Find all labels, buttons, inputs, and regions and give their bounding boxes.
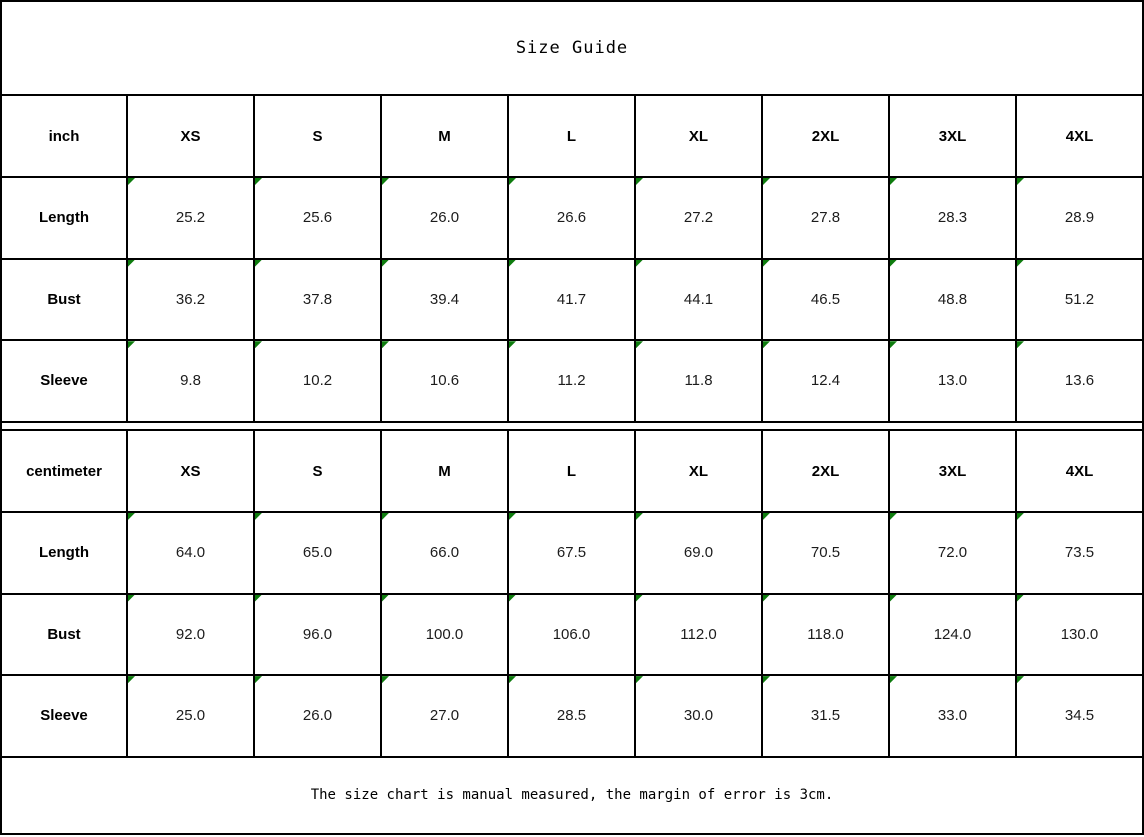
- cell-value: 33.0: [937, 707, 968, 725]
- value-cell: [1016, 512, 1143, 594]
- row-label-length: Length: [1, 512, 127, 594]
- cell-value: 28.9: [1064, 209, 1095, 227]
- value-cell: [635, 259, 762, 341]
- cell-corner-indicator-icon: [128, 595, 135, 602]
- cell-corner-indicator-icon: [509, 341, 516, 348]
- cell-value: 64.0: [175, 544, 206, 562]
- value-cell: [1016, 675, 1143, 757]
- size-header-3xl: 3XL: [889, 95, 1016, 177]
- cell-value: 36.2: [175, 290, 206, 308]
- cell-corner-indicator-icon: [636, 341, 643, 348]
- size-header-xl: XL: [635, 95, 762, 177]
- value-cell: [762, 177, 889, 259]
- cell-value: 26.0: [302, 707, 333, 725]
- cell-value: 44.1: [683, 290, 714, 308]
- value-cell: [254, 594, 381, 676]
- cell-value: 10.6: [429, 372, 460, 390]
- footer-row: [1, 757, 1143, 834]
- spacer-row: [1, 422, 1143, 431]
- cell-value: 67.5: [556, 544, 587, 562]
- cell-value: 130.0: [1060, 625, 1099, 643]
- value-cell: [1016, 259, 1143, 341]
- value-cell: [508, 177, 635, 259]
- cell-value: 70.5: [810, 544, 841, 562]
- cell-corner-indicator-icon: [128, 341, 135, 348]
- value-cell: [1016, 177, 1143, 259]
- cell-value: 92.0: [175, 625, 206, 643]
- value-cell: [762, 675, 889, 757]
- cell-corner-indicator-icon: [1017, 595, 1024, 602]
- cell-corner-indicator-icon: [636, 513, 643, 520]
- cell-corner-indicator-icon: [128, 260, 135, 267]
- cell-corner-indicator-icon: [255, 513, 262, 520]
- cell-corner-indicator-icon: [890, 595, 897, 602]
- value-cell: [762, 512, 889, 594]
- cell-value: 124.0: [933, 625, 972, 643]
- size-header-3xl: 3XL: [889, 430, 1016, 512]
- cell-value: 25.2: [175, 209, 206, 227]
- footer-note: The size chart is manual measured, the margin of error is 3cm.: [1, 757, 1143, 834]
- cell-corner-indicator-icon: [255, 341, 262, 348]
- value-cell: [508, 675, 635, 757]
- cell-corner-indicator-icon: [636, 260, 643, 267]
- cell-value: 46.5: [810, 290, 841, 308]
- cell-corner-indicator-icon: [763, 178, 770, 185]
- cell-value: 26.6: [556, 209, 587, 227]
- cell-corner-indicator-icon: [255, 260, 262, 267]
- cell-corner-indicator-icon: [636, 178, 643, 185]
- value-cell: [1016, 340, 1143, 422]
- cell-corner-indicator-icon: [382, 676, 389, 683]
- size-header-2xl: 2XL: [762, 430, 889, 512]
- size-header-s: S: [254, 95, 381, 177]
- size-header-4xl: 4XL: [1016, 430, 1143, 512]
- cell-corner-indicator-icon: [763, 513, 770, 520]
- value-cell: [508, 512, 635, 594]
- cell-corner-indicator-icon: [763, 260, 770, 267]
- cell-value: 118.0: [807, 625, 844, 643]
- row-label-bust: Bust: [1, 594, 127, 676]
- size-header-l: L: [508, 95, 635, 177]
- cell-value: 41.7: [556, 290, 587, 308]
- cell-value: 13.0: [937, 372, 968, 390]
- cell-value: 13.6: [1064, 372, 1095, 390]
- cell-value: 26.0: [429, 209, 460, 227]
- row-label-sleeve: Sleeve: [1, 675, 127, 757]
- value-cell: [889, 177, 1016, 259]
- cell-value: 11.2: [557, 372, 586, 390]
- spacer-cell: [1, 422, 1143, 431]
- cell-value: 12.4: [810, 372, 841, 390]
- cell-corner-indicator-icon: [890, 178, 897, 185]
- value-cell: [381, 675, 508, 757]
- size-header-xl: XL: [635, 430, 762, 512]
- cell-value: 10.2: [302, 372, 333, 390]
- value-cell: [381, 177, 508, 259]
- cell-value: 66.0: [429, 544, 460, 562]
- cell-corner-indicator-icon: [509, 676, 516, 683]
- header-row-centimeter: [1, 430, 1143, 512]
- size-header-s: S: [254, 430, 381, 512]
- cell-corner-indicator-icon: [1017, 178, 1024, 185]
- cell-value: 9.8: [180, 372, 201, 390]
- table-row-cm-length: [1, 512, 1143, 594]
- cell-corner-indicator-icon: [763, 341, 770, 348]
- value-cell: [889, 512, 1016, 594]
- cell-corner-indicator-icon: [382, 341, 389, 348]
- cell-corner-indicator-icon: [509, 595, 516, 602]
- size-header-m: M: [381, 95, 508, 177]
- cell-value: 73.5: [1064, 544, 1095, 562]
- cell-value: 25.0: [175, 707, 206, 725]
- row-label-sleeve: Sleeve: [1, 340, 127, 422]
- value-cell: [635, 512, 762, 594]
- cell-corner-indicator-icon: [128, 513, 135, 520]
- value-cell: [889, 340, 1016, 422]
- value-cell: [127, 177, 254, 259]
- value-cell: [889, 675, 1016, 757]
- cell-value: 27.8: [810, 209, 841, 227]
- page-title: Size Guide: [1, 1, 1143, 95]
- value-cell: [1016, 594, 1143, 676]
- value-cell: [254, 259, 381, 341]
- unit-label-inch: inch: [1, 95, 127, 177]
- size-header-l: L: [508, 430, 635, 512]
- cell-value: 28.5: [556, 707, 587, 725]
- size-header-xs: XS: [127, 430, 254, 512]
- value-cell: [889, 594, 1016, 676]
- cell-corner-indicator-icon: [509, 513, 516, 520]
- cell-corner-indicator-icon: [890, 260, 897, 267]
- cell-value: 65.0: [302, 544, 333, 562]
- cell-corner-indicator-icon: [763, 595, 770, 602]
- cell-corner-indicator-icon: [763, 676, 770, 683]
- cell-value: 96.0: [302, 625, 333, 643]
- cell-corner-indicator-icon: [128, 676, 135, 683]
- value-cell: [889, 259, 1016, 341]
- value-cell: [508, 340, 635, 422]
- cell-value: 30.0: [683, 707, 714, 725]
- cell-value: 28.3: [937, 209, 968, 227]
- cell-corner-indicator-icon: [382, 595, 389, 602]
- cell-corner-indicator-icon: [1017, 676, 1024, 683]
- cell-value: 48.8: [937, 290, 968, 308]
- cell-corner-indicator-icon: [1017, 260, 1024, 267]
- cell-value: 69.0: [683, 544, 714, 562]
- cell-corner-indicator-icon: [636, 676, 643, 683]
- value-cell: [127, 340, 254, 422]
- table-row-inch-length: [1, 177, 1143, 259]
- cell-value: 11.8: [684, 372, 713, 390]
- size-header-xs: XS: [127, 95, 254, 177]
- value-cell: [127, 259, 254, 341]
- cell-value: 39.4: [429, 290, 460, 308]
- value-cell: [635, 594, 762, 676]
- cell-corner-indicator-icon: [255, 595, 262, 602]
- cell-value: 25.6: [302, 209, 333, 227]
- cell-value: 27.2: [683, 209, 714, 227]
- size-header-2xl: 2XL: [762, 95, 889, 177]
- row-label-bust: Bust: [1, 259, 127, 341]
- cell-corner-indicator-icon: [382, 260, 389, 267]
- value-cell: [508, 594, 635, 676]
- cell-corner-indicator-icon: [1017, 513, 1024, 520]
- cell-corner-indicator-icon: [509, 178, 516, 185]
- row-label-length: Length: [1, 177, 127, 259]
- value-cell: [381, 259, 508, 341]
- cell-corner-indicator-icon: [382, 513, 389, 520]
- cell-corner-indicator-icon: [509, 260, 516, 267]
- value-cell: [381, 340, 508, 422]
- cell-corner-indicator-icon: [382, 178, 389, 185]
- cell-value: 72.0: [937, 544, 968, 562]
- value-cell: [381, 512, 508, 594]
- table-row-inch-bust: [1, 259, 1143, 341]
- cell-value: 112.0: [680, 625, 717, 643]
- cell-value: 27.0: [429, 707, 460, 725]
- value-cell: [508, 259, 635, 341]
- cell-corner-indicator-icon: [890, 676, 897, 683]
- cell-value: 51.2: [1064, 290, 1095, 308]
- size-header-m: M: [381, 430, 508, 512]
- cell-corner-indicator-icon: [636, 595, 643, 602]
- table-row-cm-sleeve: [1, 675, 1143, 757]
- cell-corner-indicator-icon: [255, 178, 262, 185]
- value-cell: [127, 512, 254, 594]
- cell-value: 34.5: [1064, 707, 1095, 725]
- cell-value: 37.8: [302, 290, 333, 308]
- cell-value: 31.5: [810, 707, 841, 725]
- value-cell: [762, 594, 889, 676]
- cell-corner-indicator-icon: [890, 513, 897, 520]
- value-cell: [635, 340, 762, 422]
- value-cell: [254, 512, 381, 594]
- value-cell: [635, 177, 762, 259]
- cell-corner-indicator-icon: [1017, 341, 1024, 348]
- value-cell: [381, 594, 508, 676]
- value-cell: [127, 594, 254, 676]
- value-cell: [127, 675, 254, 757]
- value-cell: [762, 340, 889, 422]
- table-row-cm-bust: [1, 594, 1143, 676]
- value-cell: [254, 177, 381, 259]
- cell-value: 106.0: [552, 625, 591, 643]
- title-row: [1, 1, 1143, 95]
- value-cell: [635, 675, 762, 757]
- cell-corner-indicator-icon: [128, 178, 135, 185]
- header-row-inch: [1, 95, 1143, 177]
- cell-corner-indicator-icon: [255, 676, 262, 683]
- unit-label-centimeter: centimeter: [1, 430, 127, 512]
- value-cell: [254, 340, 381, 422]
- size-header-4xl: 4XL: [1016, 95, 1143, 177]
- value-cell: [254, 675, 381, 757]
- table-row-inch-sleeve: [1, 340, 1143, 422]
- cell-value: 100.0: [425, 625, 464, 643]
- value-cell: [762, 259, 889, 341]
- cell-corner-indicator-icon: [890, 341, 897, 348]
